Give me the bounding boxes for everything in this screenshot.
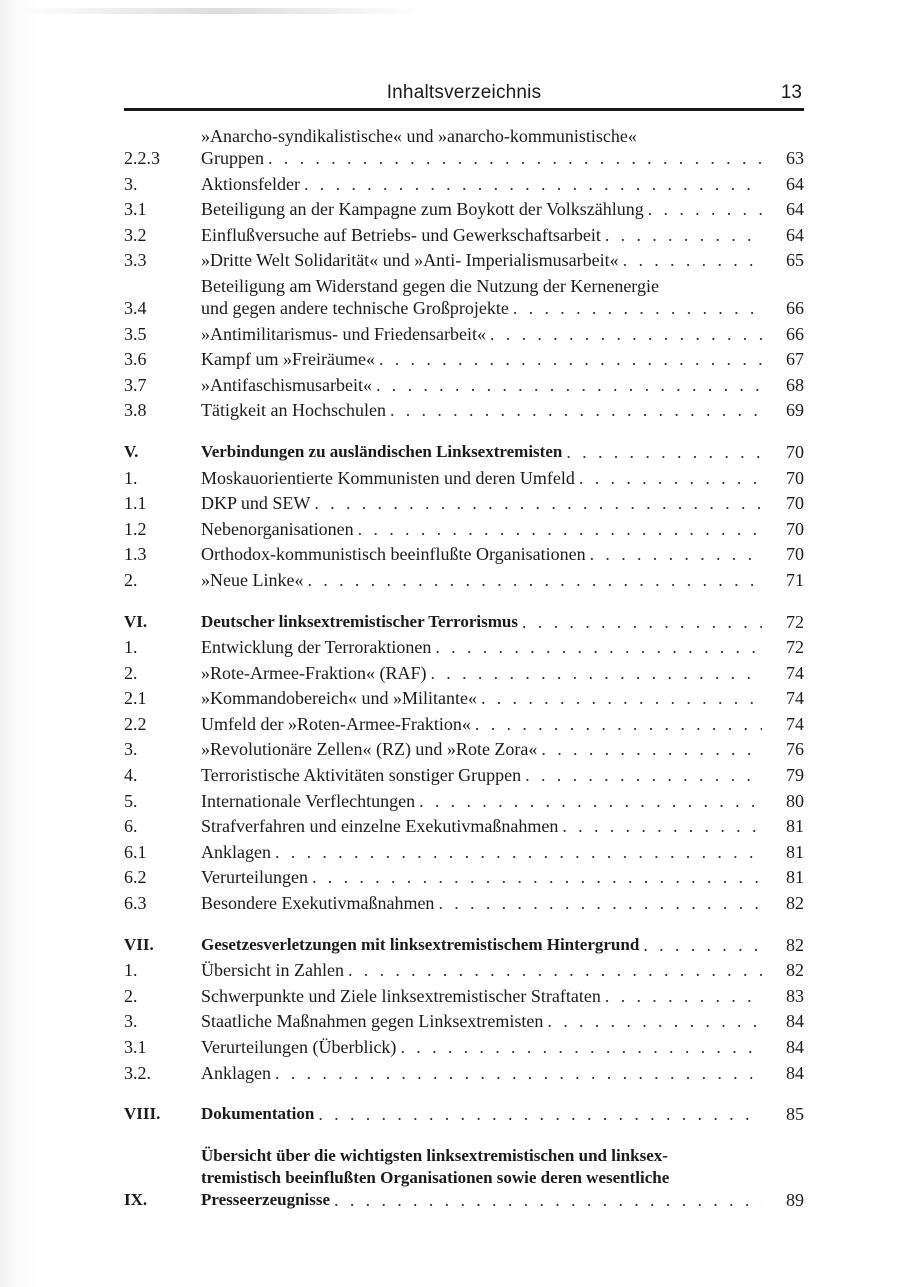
entry-title [201, 611, 768, 633]
section-gap [124, 425, 804, 441]
scan-smudge [20, 8, 420, 14]
entry-page-number: 79 [786, 765, 804, 786]
toc-section-entry[interactable] [124, 1103, 804, 1125]
entry-number: 2. [124, 662, 138, 683]
entry-page-number: 70 [786, 441, 804, 462]
entry-title [201, 738, 768, 760]
leader-dots [562, 815, 762, 837]
toc-entry[interactable] [124, 866, 804, 888]
entry-title [201, 687, 768, 709]
entry-title [201, 866, 768, 888]
entry-page-number: 84 [786, 1011, 804, 1032]
section-gap [124, 918, 804, 934]
entry-title [201, 323, 768, 345]
entry-title [201, 790, 768, 812]
entry-title [201, 1036, 768, 1058]
entry-title-text: Dokumentation [201, 1104, 315, 1124]
leader-dots [430, 662, 762, 684]
entry-page-number: 81 [786, 816, 804, 837]
toc-entry[interactable] [124, 738, 804, 760]
entry-page-number: 63 [786, 148, 804, 168]
toc-section-entry[interactable] [124, 934, 804, 956]
toc-entry[interactable] [124, 224, 804, 246]
entry-title [201, 569, 768, 591]
leader-dots [643, 934, 762, 956]
entry-title-text: Gesetzesverletzungen mit linksextremistischem Hintergrund [201, 934, 640, 954]
entry-title-text: »Dritte Welt Solidarität« und »Anti- Imperialismusarbeit« [201, 250, 619, 271]
entry-title [201, 399, 768, 421]
entry-page-number: 80 [786, 790, 804, 811]
entry-title-text: Internationale Verflechtungen [201, 790, 416, 811]
leader-dots [358, 518, 762, 540]
entry-title-last-line [201, 147, 762, 169]
entry-title [201, 985, 768, 1007]
entry-number: 3. [124, 1011, 138, 1032]
entry-title [201, 713, 768, 735]
leader-dots [481, 687, 762, 709]
toc-section-entry[interactable] [124, 441, 804, 463]
entry-page-number: 70 [786, 493, 804, 514]
entry-title [201, 125, 768, 169]
entry-title-line: Übersicht über die wichtigsten linksextremistischen und linksex- [201, 1145, 668, 1165]
entry-title [201, 934, 768, 956]
leader-dots [318, 1103, 762, 1125]
entry-page-number: 66 [786, 297, 804, 318]
entry-title-text: Presseerzeugnisse [201, 1189, 331, 1209]
entry-page-number: 69 [786, 400, 804, 421]
entry-number: 2.2.3 [124, 148, 160, 168]
entry-page-number: 67 [786, 349, 804, 370]
entry-title [201, 1062, 768, 1084]
entry-title-text: Verbindungen zu ausländischen Linksextremisten [201, 441, 563, 461]
leader-dots [390, 399, 762, 421]
entry-title-line: Beteiligung am Widerstand gegen die Nutzung der Kernenergie [201, 275, 659, 296]
entry-title-text: »Antimilitarismus- und Friedensarbeit« [201, 323, 486, 344]
entry-title [201, 1010, 768, 1032]
header-page-number: 13 [780, 82, 802, 103]
entry-number: VII. [124, 934, 154, 954]
entry-number: 1. [124, 960, 138, 981]
entry-number: VIII. [124, 1104, 161, 1124]
entry-number: 4. [124, 765, 138, 786]
entry-page-number: 74 [786, 662, 804, 683]
entry-title [201, 492, 768, 514]
toc-section-entry[interactable] [124, 1145, 804, 1211]
leader-dots [307, 569, 762, 591]
entry-page-number: 85 [786, 1104, 804, 1125]
entry-title-text: »Kommandobereich« und »Militante« [201, 688, 477, 709]
entry-number: 3.6 [124, 349, 147, 370]
running-header [124, 78, 804, 108]
leader-dots [605, 224, 762, 246]
toc-entry[interactable] [124, 275, 804, 319]
entry-number: V. [124, 441, 139, 461]
leader-dots [376, 374, 762, 396]
leader-dots [438, 892, 762, 914]
entry-page-number: 66 [786, 323, 804, 344]
entry-title-text: Umfeld der »Roten-Armee-Fraktion« [201, 713, 471, 734]
toc-entry[interactable] [124, 662, 804, 684]
entry-title-text: Orthodox-kommunistisch beeinflußte Organisationen [201, 544, 586, 565]
leader-dots [590, 543, 762, 565]
entry-page-number: 74 [786, 688, 804, 709]
entry-title [201, 636, 768, 658]
leader-dots [490, 323, 762, 345]
entry-title-text: Moskauorientierte Kommunisten und deren Umfeld [201, 467, 575, 488]
section-gap [124, 595, 804, 611]
leader-dots [475, 713, 762, 735]
entry-page-number: 70 [786, 518, 804, 539]
entry-number: 3.1 [124, 199, 147, 220]
entry-title-text: »Neue Linke« [201, 569, 304, 590]
entry-title [201, 815, 768, 837]
entry-number: 3.7 [124, 374, 147, 395]
entry-page-number: 72 [786, 611, 804, 632]
entry-title [201, 374, 768, 396]
toc-entry[interactable] [124, 467, 804, 489]
header-rule [124, 108, 804, 111]
entry-title-text: »Antifaschismusarbeit« [201, 374, 372, 395]
toc-entry[interactable] [124, 1062, 804, 1084]
entry-title [201, 959, 768, 981]
entry-number: 3.3 [124, 250, 147, 271]
entry-title [201, 249, 768, 271]
toc-entry[interactable] [124, 764, 804, 786]
entry-page-number: 81 [786, 867, 804, 888]
entry-page-number: 65 [786, 250, 804, 271]
leader-dots [547, 1010, 762, 1032]
leader-dots [275, 841, 762, 863]
toc-entry[interactable] [124, 125, 804, 169]
entry-number: 3.4 [124, 297, 147, 318]
toc-entry[interactable] [124, 374, 804, 396]
entry-title [201, 841, 768, 863]
entry-number: 6. [124, 816, 138, 837]
entry-title-text: Strafverfahren und einzelne Exekutivmaßnahmen [201, 816, 559, 837]
entry-title-text: Verurteilungen [201, 867, 308, 888]
leader-dots [605, 985, 762, 1007]
entry-title-text: Schwerpunkte und Ziele linksextremistischer Straftaten [201, 985, 601, 1006]
entry-page-number: 89 [786, 1189, 804, 1210]
entry-number: 2.2 [124, 713, 147, 734]
entry-number: IX. [124, 1189, 148, 1209]
toc-entry[interactable] [124, 815, 804, 837]
entry-page-number: 70 [786, 544, 804, 565]
entry-number: 5. [124, 790, 138, 811]
entry-title-text: Staatliche Maßnahmen gegen Linksextremisten [201, 1011, 544, 1032]
leader-dots [348, 959, 762, 981]
entry-page-number: 64 [786, 199, 804, 220]
entry-title-text: Tätigkeit an Hochschulen [201, 400, 386, 421]
entry-page-number: 82 [786, 934, 804, 955]
entry-page-number: 76 [786, 739, 804, 760]
entry-title-text: Deutscher linksextremistischer Terrorismus [201, 611, 518, 631]
entry-title-text: »Rote-Armee-Fraktion« (RAF) [201, 662, 427, 683]
entry-title-text: Terroristische Aktivitäten sonstiger Gruppen [201, 765, 522, 786]
entry-number: 1.2 [124, 518, 147, 539]
toc-entry[interactable] [124, 1010, 804, 1032]
entry-number: 1.1 [124, 493, 147, 514]
entry-title [201, 543, 768, 565]
entry-title-text: Anklagen [201, 841, 271, 862]
toc-entry[interactable] [124, 173, 804, 195]
toc-entry[interactable] [124, 1036, 804, 1058]
toc-entry[interactable] [124, 198, 804, 220]
entry-number: 2. [124, 985, 138, 1006]
leader-dots [513, 297, 762, 319]
leader-dots [268, 147, 762, 169]
entry-number: 6.1 [124, 841, 147, 862]
toc-section-entry[interactable] [124, 611, 804, 633]
entry-title-text: Aktionsfelder [201, 173, 300, 194]
leader-dots [579, 467, 762, 489]
toc-entry[interactable] [124, 323, 804, 345]
toc-entry[interactable] [124, 713, 804, 735]
entry-title [201, 892, 768, 914]
entry-number: 3.2 [124, 224, 147, 245]
entry-title-last-line [201, 1189, 762, 1211]
entry-page-number: 84 [786, 1062, 804, 1083]
entry-number: 3. [124, 173, 138, 194]
toc-entry[interactable] [124, 959, 804, 981]
entry-page-number: 84 [786, 1037, 804, 1057]
entry-title-text: Gruppen [201, 148, 264, 168]
leader-dots [275, 1062, 762, 1084]
leader-dots [314, 492, 762, 514]
entry-page-number: 74 [786, 713, 804, 734]
entry-title-text: »Revolutionäre Zellen« (RZ) und »Rote Zora« [201, 739, 538, 760]
leader-dots [522, 611, 762, 633]
entry-page-number: 82 [786, 893, 804, 914]
entry-number: 2.1 [124, 688, 147, 709]
toc-entry[interactable] [124, 348, 804, 370]
entry-page-number: 81 [786, 841, 804, 862]
toc-entry[interactable] [124, 569, 804, 591]
leader-dots [312, 866, 762, 888]
toc-entry[interactable] [124, 841, 804, 863]
leader-dots [400, 1036, 762, 1058]
section-gap [124, 1087, 804, 1103]
entry-title-text: Übersicht in Zahlen [201, 960, 344, 981]
entry-number: 1. [124, 467, 138, 488]
leader-dots [541, 738, 762, 760]
entry-number: 3. [124, 739, 138, 760]
toc-entry[interactable] [124, 985, 804, 1007]
leader-dots [648, 198, 762, 220]
entry-page-number: 71 [786, 569, 804, 590]
entry-number: 3.2. [124, 1062, 151, 1083]
entry-number: 3.8 [124, 400, 147, 421]
leader-dots [435, 636, 762, 658]
entry-page-number: 83 [786, 985, 804, 1006]
entry-number: VI. [124, 611, 148, 631]
header-title: Inhaltsverzeichnis [386, 82, 542, 103]
entry-title-last-line [201, 297, 762, 319]
entry-title [201, 662, 768, 684]
entry-page-number: 72 [786, 637, 804, 658]
leader-dots [379, 348, 762, 370]
entry-title-line: tremistisch beeinflußten Organisationen sowie deren wesentliche [201, 1167, 670, 1187]
leader-dots [623, 249, 762, 271]
entry-number: 1.3 [124, 544, 147, 565]
toc-entry[interactable] [124, 892, 804, 914]
entry-title [201, 224, 768, 246]
entry-title-text: Anklagen [201, 1062, 271, 1083]
toc-entry[interactable] [124, 518, 804, 540]
entry-title-text: Kampf um »Freiräume« [201, 349, 375, 370]
leader-dots [419, 790, 762, 812]
entry-title-text: Besondere Exekutivmaßnahmen [201, 893, 435, 914]
toc-entry[interactable] [124, 492, 804, 514]
entry-number: 2. [124, 569, 138, 590]
entry-number: 6.2 [124, 867, 147, 888]
entry-title [201, 173, 768, 195]
toc-entry[interactable] [124, 687, 804, 709]
entry-title-text: Beteiligung an der Kampagne zum Boykott der Volkszählung [201, 199, 644, 220]
entry-number: 3.1 [124, 1037, 147, 1057]
toc-entry[interactable] [124, 790, 804, 812]
leader-dots [334, 1189, 762, 1211]
entry-title [201, 764, 768, 786]
leader-dots [304, 173, 762, 195]
leader-dots [525, 764, 762, 786]
entry-title [201, 441, 768, 463]
section-gap [124, 1129, 804, 1145]
entry-page-number: 82 [786, 960, 804, 981]
entry-page-number: 68 [786, 374, 804, 395]
entry-title [201, 1103, 768, 1125]
entry-title-text: Verurteilungen (Überblick) [201, 1037, 397, 1057]
entry-title-text: Entwicklung der Terroraktionen [201, 637, 432, 658]
entry-title-text: Nebenorganisationen [201, 518, 354, 539]
entry-title [201, 348, 768, 370]
toc-entry[interactable] [124, 543, 804, 565]
entry-title-text: und gegen andere technische Großprojekte [201, 297, 509, 318]
entry-title [201, 198, 768, 220]
entry-number: 6.3 [124, 893, 147, 914]
entry-page-number: 64 [786, 173, 804, 194]
entry-page-number: 70 [786, 467, 804, 488]
entry-number: 3.5 [124, 323, 147, 344]
entry-title [201, 467, 768, 489]
toc-entry[interactable] [124, 249, 804, 271]
entry-title [201, 518, 768, 540]
entry-title [201, 275, 768, 319]
entry-title-line: »Anarcho-syndikalistische« und »anarcho-kommunistische« [201, 126, 637, 146]
leader-dots [566, 441, 762, 463]
toc-page [124, 78, 804, 1214]
table-of-contents [124, 125, 804, 1211]
entry-number: 1. [124, 637, 138, 658]
entry-title-text: DKP und SEW [201, 493, 311, 514]
toc-entry[interactable] [124, 399, 804, 421]
entry-title [201, 1145, 768, 1211]
toc-entry[interactable] [124, 636, 804, 658]
entry-page-number: 64 [786, 224, 804, 245]
entry-title-text: Einflußversuche auf Betriebs- und Gewerkschaftsarbeit [201, 224, 601, 245]
